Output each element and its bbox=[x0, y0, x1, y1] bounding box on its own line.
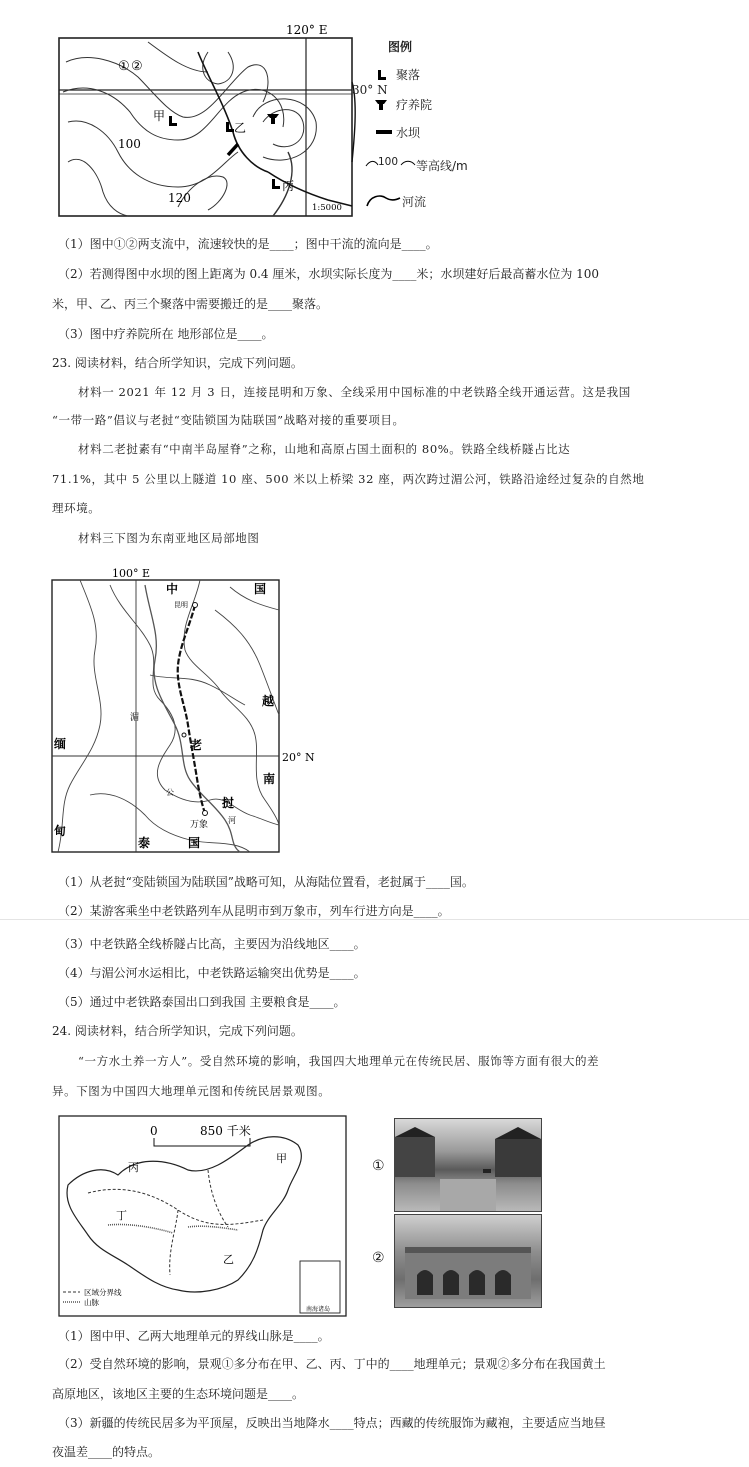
china-regions-map-svg bbox=[58, 1115, 348, 1318]
latitude-label: 30° N bbox=[352, 83, 388, 97]
legend-dam: 水坝 bbox=[396, 126, 421, 140]
region-bing: 丙 bbox=[128, 1161, 139, 1174]
label-wo: 挝 bbox=[222, 796, 235, 810]
q24-q3-line-1: （3）新疆的传统民居多为平顶屋，反映出当地降水____特点；西藏的传统服饰为藏袍，主要适应当地昼 bbox=[58, 1416, 606, 1430]
lon-100-label: 100° E bbox=[112, 567, 151, 580]
q22-line-2: （2）若测得图中水坝的图上距离为 0.4 厘米，水坝实际长度为____米；水坝建好后最高蓄水位为 100 bbox=[58, 267, 600, 281]
southeast-asia-map bbox=[50, 565, 325, 855]
legend-settlement-icon bbox=[377, 66, 387, 85]
q23-q5: （5）通过中老铁路泰国出口到我国 主要粮食是____。 bbox=[58, 995, 346, 1009]
q24-q2-line-2: 高原地区，该地区主要的生态环境问题是____。 bbox=[52, 1387, 305, 1401]
label-zhong: 中 bbox=[166, 582, 179, 596]
q24-para-2: 异。下图为中国四大地理单元图和传统民居景观图。 bbox=[52, 1084, 331, 1098]
q24-para-1: “一方水土养一方人”。受自然环境的影响，我国四大地理单元在传统民居、服饰等方面有很大的差 bbox=[78, 1054, 600, 1068]
label-kunming: 昆明 bbox=[174, 601, 188, 609]
place-jia: 甲 bbox=[153, 109, 166, 123]
legend-sanatorium: 疗养院 bbox=[396, 98, 433, 112]
photo-2-svg bbox=[395, 1215, 541, 1307]
label-he: 河 bbox=[228, 816, 236, 825]
page-separator bbox=[0, 919, 749, 920]
q24-title: 24. 阅读材料，结合所学知识，完成下列问题。 bbox=[52, 1024, 303, 1038]
label-vientiane: 万象 bbox=[190, 820, 209, 830]
contour-label-120: 120 bbox=[168, 191, 191, 205]
legend-river-icon bbox=[366, 192, 402, 212]
q22-line-4: （3）图中疗养院所在 地形部位是____。 bbox=[58, 327, 274, 341]
legend-sanatorium-icon bbox=[374, 96, 388, 115]
scale-850: 850 千米 bbox=[200, 1124, 251, 1138]
label-nan: 南 bbox=[263, 772, 276, 786]
legend-contour: 等高线/m bbox=[416, 159, 468, 173]
contour-map-svg bbox=[58, 22, 358, 220]
label-mian: 缅 bbox=[54, 737, 67, 751]
photo-1-label: ① bbox=[372, 1158, 385, 1174]
label-guo-bottom: 国 bbox=[188, 836, 201, 850]
sanatorium-icon bbox=[267, 114, 279, 124]
scale-bar bbox=[154, 1138, 250, 1146]
map-scale: 1:5000 bbox=[312, 203, 342, 213]
region-jia: 甲 bbox=[276, 1152, 287, 1165]
place-bing: 丙 bbox=[282, 179, 295, 193]
legend-title: 图例 bbox=[388, 40, 413, 54]
q24-q2-line-1: （2）受自然环境的影响，景观①多分布在甲、乙、丙、丁中的____地理单元；景观②多分布在我国黄土 bbox=[58, 1357, 606, 1371]
legend-mountain: 山脉 bbox=[84, 1298, 99, 1307]
q23-q1: （1）从老挝“变陆锁国为陆联国”战略可知，从海陆位置看，老挝属于____国。 bbox=[58, 875, 474, 889]
q23-material-2b: 71.1%，其中 5 公里以上隧道 10 座、500 米以上桥梁 32 座，两次跨过湄公河，铁路沿途经过复杂的自然地 bbox=[52, 472, 645, 486]
region-yi: 乙 bbox=[223, 1253, 234, 1266]
q23-material-3: 材料三下图为东南亚地区局部地图 bbox=[78, 531, 260, 545]
longitude-label: 120° E bbox=[286, 23, 328, 37]
q23-material-2c: 理环境。 bbox=[52, 501, 101, 515]
label-guo-top: 国 bbox=[254, 582, 267, 596]
region-ding: 丁 bbox=[116, 1209, 127, 1222]
contour-label-100: 100 bbox=[118, 137, 141, 151]
legend-dam-icon bbox=[376, 130, 392, 134]
label-yue: 越 bbox=[262, 694, 275, 708]
label-mei: 湄 bbox=[130, 713, 140, 723]
q23-q2: （2）某游客乘坐中老铁路列车从昆明市到万象市，列车行进方向是____。 bbox=[58, 904, 450, 918]
q24-q1: （1）图中甲、乙两大地理单元的界线山脉是____。 bbox=[58, 1329, 330, 1343]
southeast-asia-map-svg bbox=[50, 565, 325, 855]
legend-settlement: 聚落 bbox=[396, 68, 421, 82]
q23-q3: （3）中老铁路全线桥隧占比高，主要因为沿线地区____。 bbox=[58, 937, 366, 951]
label-lao: 老 bbox=[190, 738, 203, 752]
legend-river: 河流 bbox=[402, 195, 427, 209]
label-tai: 泰 bbox=[138, 836, 151, 850]
q23-title: 23. 阅读材料，结合所学知识，完成下列问题。 bbox=[52, 356, 303, 370]
tributary-2-label: ② bbox=[131, 59, 143, 74]
q23-material-1a: 材料一 2021 年 12 月 3 日，连接昆明和万象、全线采用中国标准的中老铁路全线开通运营。这是我国 bbox=[78, 385, 631, 399]
q23-material-2a: 材料二老挝素有“中南半岛屋脊”之称，山地和高原占国土面积的 80%。铁路全线桥隧占比达 bbox=[78, 442, 571, 456]
contour-map bbox=[58, 22, 358, 220]
china-regions-map bbox=[58, 1115, 348, 1318]
inset-label: 南海诸岛 bbox=[306, 1306, 331, 1313]
q22-line-1: （1）图中①②两支流中，流速较快的是____；图中干流的流向是____。 bbox=[58, 237, 438, 251]
photo-1-svg bbox=[395, 1119, 541, 1211]
q23-material-1b: “一带一路”倡议与老挝“变陆锁国为陆联国”战略对接的重要项目。 bbox=[52, 413, 405, 427]
photo-1-water-town bbox=[394, 1118, 542, 1212]
q24-q3-line-2: 夜温差____的特点。 bbox=[52, 1445, 161, 1459]
photo-2-cave-dwellings bbox=[394, 1214, 542, 1308]
q23-q4: （4）与湄公河水运相比，中老铁路运输突出优势是____。 bbox=[58, 966, 366, 980]
lat-20-label: 20° N bbox=[282, 751, 315, 764]
legend-boundary: 区域分界线 bbox=[84, 1288, 122, 1297]
q22-line-3: 米，甲、乙、丙三个聚落中需要搬迁的是____聚落。 bbox=[52, 297, 329, 311]
label-dian: 甸 bbox=[54, 824, 67, 838]
kunming-dot bbox=[193, 603, 198, 608]
label-gong: 公 bbox=[166, 788, 174, 797]
vientiane-dot bbox=[203, 811, 208, 816]
legend-contour-value: 100 bbox=[378, 156, 399, 168]
place-yi: 乙 bbox=[234, 121, 247, 135]
mekong-river bbox=[145, 585, 240, 852]
tributary-1-label: ① bbox=[118, 59, 130, 74]
photo-2-label: ② bbox=[372, 1250, 385, 1266]
scale-0: 0 bbox=[150, 1124, 158, 1138]
